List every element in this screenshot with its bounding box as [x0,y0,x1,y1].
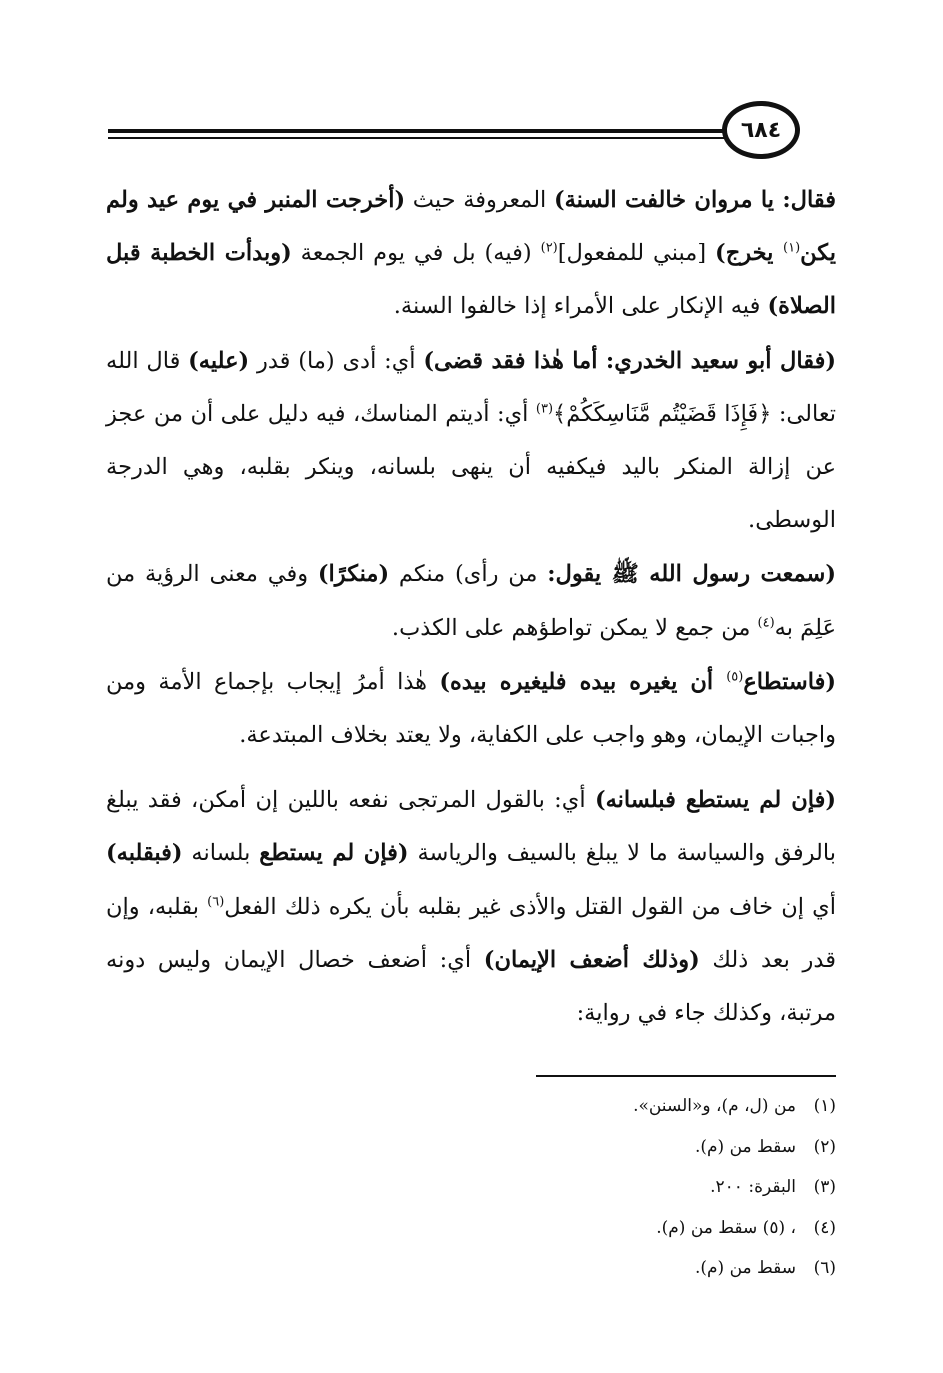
footnote [400,1167,836,1208]
text-segment: أي: بالقول المرتجى نفعه باللين إن أمكن، فقد يبلغ بالرفق والسياسة ما لا يبلغ بالسيف والرياسة [106,787,836,867]
footnote [400,1208,836,1249]
page-header [0,0,943,170]
text-segment: أي إن خاف من القول القتل والأذى غير بقلبه بأن يكره ذلك الفعل [224,893,836,920]
page-number: ٦٨٤ [740,117,782,143]
header-rule-thick [108,129,788,133]
paragraph [106,656,836,762]
text-segment: أي: أديتم المناسك، فيه دليل على أن من عجز عن إزالة المنكر باليد فيكفيه أن ينهى بلسانه، وينكر بقلبه، وهي الدرجة الوسطى. [106,400,836,534]
text-segment: [مبني للمفعول] [557,240,716,267]
footnote-ref: (٦) [207,894,225,910]
text-segment: يخرج) [715,240,784,267]
footnote-text: البقرة: ٢٠٠. [710,1177,796,1198]
footnote-text: من (ل، م)، و«السنن». [633,1096,796,1116]
paragraph [106,548,836,654]
body-text [106,174,836,1041]
text-segment: (فإن لم يستطع فبلسانه) [594,787,836,814]
text-segment: (فقال أبو سعيد الخدري: أما هٰذا فقد قضى) [423,347,836,374]
footnote-ref: (٥) [726,669,744,685]
footnote-text: سقط من (م). [694,1258,796,1279]
text-segment: (وذلك أضعف الإيمان) [483,946,700,973]
page-number-badge [722,101,800,159]
text-segment: (منكرًا) [317,561,390,588]
header-rule-thin [108,137,788,139]
text-segment: بقلبه، وإن قدر بعد ذلك [106,893,836,973]
text-segment: (فاستطاع [743,668,836,695]
footnote [400,1248,836,1289]
footnote-text: سقط من (م). [694,1136,796,1157]
text-segment: فيه الإنكار على الأمراء إذا خالفوا السنة. [393,293,768,320]
footnote-separator [536,1075,836,1077]
text-segment: من رأى) منكم [389,561,548,588]
footnote-ref: (٢) [540,240,558,256]
text-segment: (فيه) بل في يوم الجمعة [291,240,541,267]
text-segment: وفي معنى الرؤية من عَلِمَ به [106,561,836,641]
footnote-number: (٤) [813,1217,836,1238]
footnote-number: (١) [813,1096,836,1116]
text-segment: أي: أدى (ما) قدر [249,347,424,374]
text-segment: (عليه) [188,347,250,374]
text-segment: (فبقلبه) [106,840,183,867]
footnote-number: (٢) [813,1136,836,1157]
text-segment: (سمعت رسول الله ﷺ يقول: [547,561,836,588]
text-segment: (فإن لم يستطع [259,840,409,867]
footnote-ref: (١) [783,240,801,256]
text-segment: هٰذا أمرُ إيجاب بإجماع الأمة ومن واجبات الإيمان، وهو واجب على الكفاية، ولا يعتد بخلاف المبتدعة. [106,668,836,749]
text-segment: أن يغيره بيده فليغيره بيده) [439,668,727,695]
footnote-number: (٦) [813,1258,836,1279]
text-segment: المعروفة حيث [405,187,554,213]
footnote-ref: (٣) [535,401,554,417]
paragraph [106,774,836,1040]
text-segment: فقال: يا مروان خالفت السنة) [553,187,836,213]
footnote-ref: (٤) [757,615,775,631]
text-segment: (أخرجت المنبر في يوم عيد ولم يكن [106,187,836,267]
text-segment: من جمع لا يمكن تواطؤهم على الكذب. [391,614,758,641]
footnote [400,1086,836,1127]
text-segment: (وبدأت الخطبة قبل الصلاة) [106,240,836,320]
footnotes [400,1086,836,1289]
footnote-text: ، (٥) سقط من (م). [656,1217,796,1238]
text-segment: بلسانه [182,840,260,867]
footnote [400,1127,836,1168]
paragraph [106,174,836,334]
footnote-number: (٣) [813,1177,836,1198]
paragraph [106,335,836,548]
text-segment: أي: أضعف خصال الإيمان وليس دونه مرتبة، وكذلك جاء في رواية: [106,946,836,1027]
text-segment: قال الله تعالى: ﴿فَإِذَا قَضَيْتُم مَّنَاسِكَكُمْ﴾ [106,347,836,427]
